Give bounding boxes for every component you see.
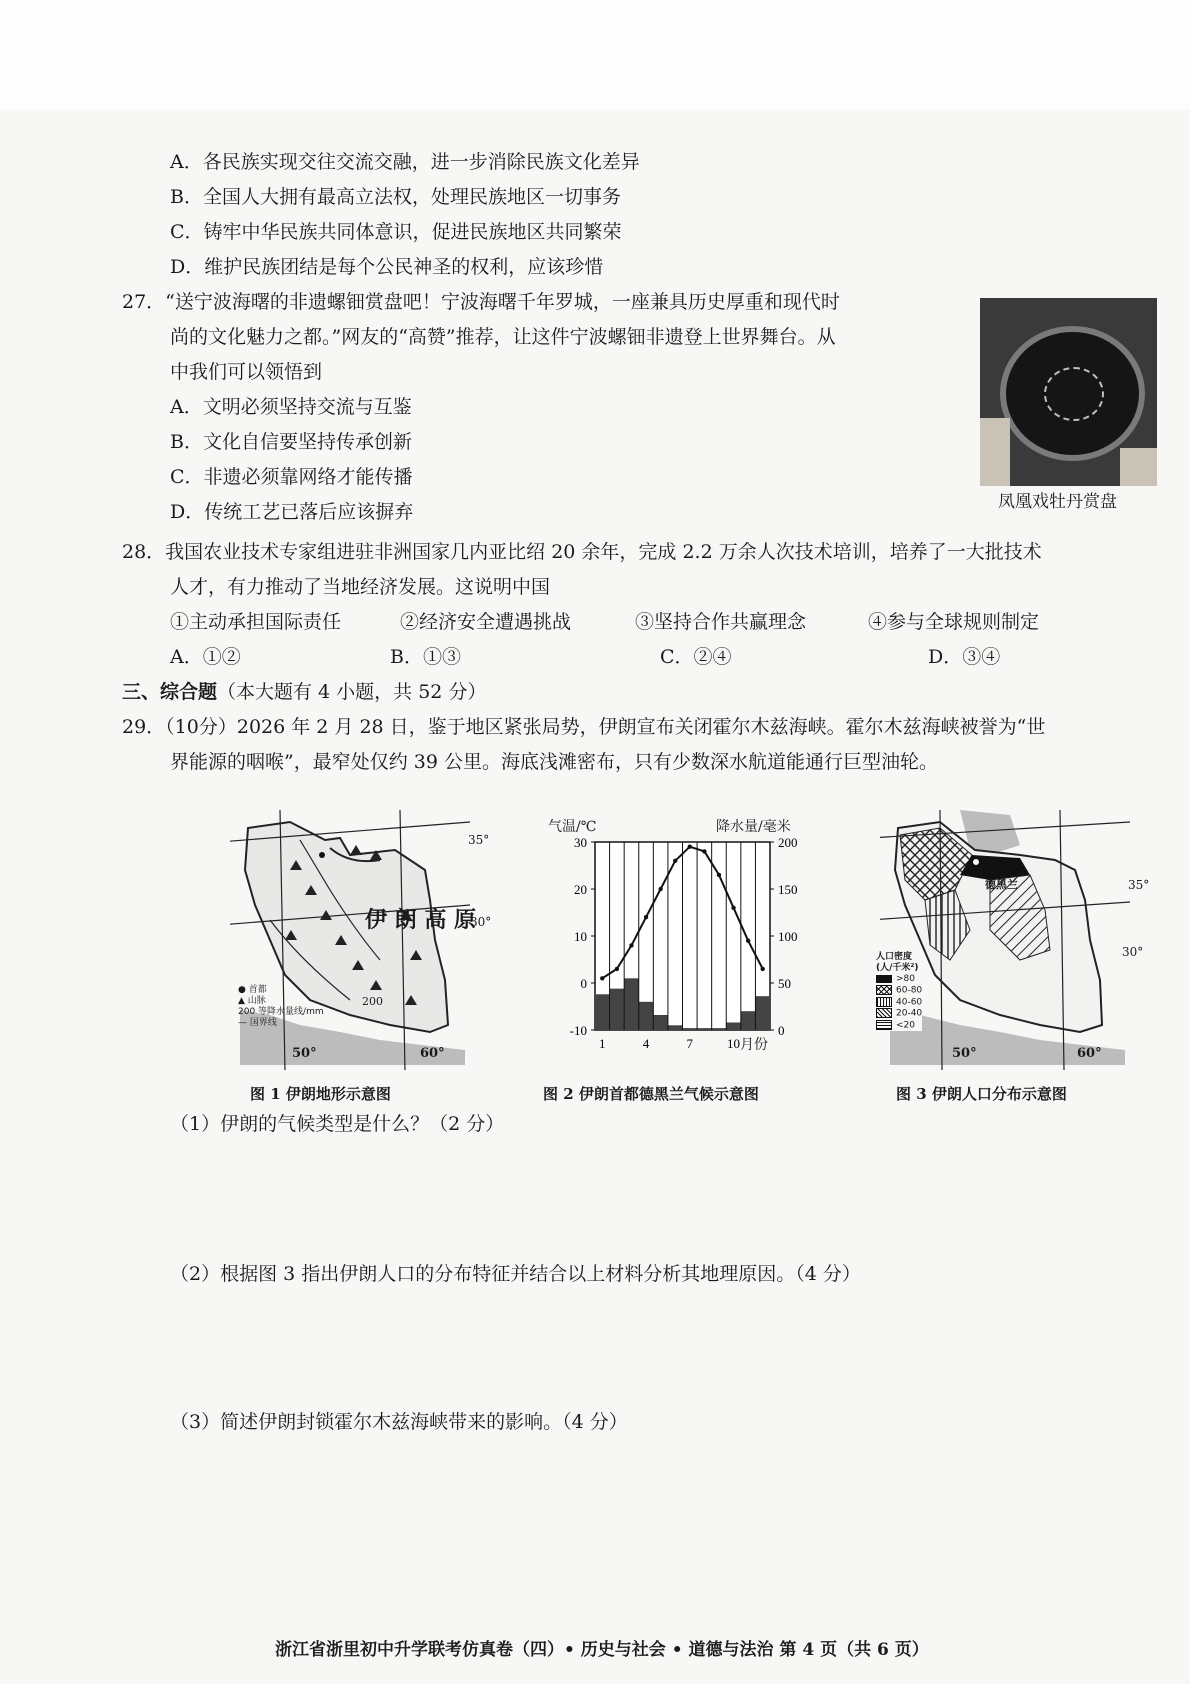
page-footer: 浙江省浙里初中升学联考仿真卷（四）• 历史与社会 • 道德与法治 第 4 页（共 6 页）: [275, 1640, 929, 1660]
legend-label-2: 60-80: [896, 985, 923, 996]
q29-stem-line1: 29．（10分）2026 年 2 月 28 日，鉴于地区紧张局势，伊朗宣布关闭霍尔木兹海峡。霍尔木兹海峡被誉为“世: [122, 716, 1046, 738]
right-tick-label-0: 200: [778, 835, 798, 850]
hand-right: [1120, 448, 1157, 486]
precip-bar-7: [683, 1028, 698, 1030]
right-tick-label-4: 0: [778, 1023, 785, 1038]
left-tick-label-3: 0: [580, 976, 587, 991]
legend-row-5: [876, 1020, 922, 1032]
figure-1-caption: 图 1 伊朗地形示意图: [250, 1085, 391, 1103]
legend-swatch-horizontal: [876, 1020, 892, 1030]
precip-bar-12: [755, 996, 770, 1030]
legend-row-4: [876, 1008, 922, 1020]
q28-stem-line1: 28．我国农业技术专家组进驻非洲国家几内亚比绍 20 余年，完成 2.2 万余人次技术培训，培养了一大批技术: [122, 541, 1042, 563]
x-tick-label-1: 1: [599, 1036, 606, 1051]
chart-right-axis-title: 降水量/毫米: [716, 819, 791, 835]
fig3-lat35: 35°: [1128, 878, 1150, 892]
legend-label-5: <20: [896, 1020, 915, 1030]
plateau-label: 伊 朗 高 原: [365, 907, 476, 933]
precip-bar-5: [653, 1015, 668, 1030]
figure-3-caption: 图 3 伊朗人口分布示意图: [896, 1085, 1067, 1103]
figure-2-caption: 图 2 伊朗首都德黑兰气候示意图: [543, 1085, 759, 1103]
left-tick-label-2: 10: [574, 929, 587, 944]
legend-swatch-vertical: [876, 997, 892, 1007]
legend-title: 人口密度: [876, 952, 913, 962]
page-top-margin: [0, 0, 1190, 110]
q27-option-d: D．传统工艺已落后应该摒弃: [170, 501, 414, 523]
legend-row-1: [876, 974, 922, 985]
hand-left: [980, 418, 1010, 486]
q29-sub2: （2）根据图 3 指出伊朗人口的分布特征并结合以上材料分析其地理原因。（4 分）: [170, 1263, 861, 1285]
x-tick-label-10: 10: [727, 1036, 741, 1051]
precip-bar-9: [712, 1028, 727, 1030]
precip-bar-8: [697, 1028, 712, 1030]
section-note: （本大题有 4 小题，共 52 分）: [217, 681, 487, 703]
q26-option-a: A．各民族实现交往交流交融，进一步消除民族文化差异: [170, 151, 640, 173]
q28-statement-3: ③坚持合作共赢理念: [635, 611, 807, 633]
legend-capital: ● 首都: [238, 985, 267, 995]
temperature-point-5: [658, 887, 662, 891]
legend-isohyet: 200 等降水量线/mm: [238, 1007, 324, 1017]
q28-option-d: D．③④: [928, 646, 1001, 668]
fig1-lon60: 60°: [420, 1046, 445, 1061]
q29-sub3: （3）简述伊朗封锁霍尔木兹海峡带来的影响。（4 分）: [170, 1411, 628, 1433]
q28-statement-4: ④参与全球规则制定: [868, 611, 1040, 633]
legend-label-3: 40-60: [896, 997, 923, 1007]
legend-mountain: ▲ 山脉: [238, 996, 266, 1006]
legend-row-3: [876, 997, 922, 1009]
fig1-lat30: 30°: [470, 915, 492, 929]
temperature-point-10: [731, 906, 735, 910]
fig3-city-label: 德黑兰: [985, 878, 1018, 891]
temperature-point-7: [688, 845, 692, 849]
temperature-point-1: [600, 976, 604, 980]
x-tick-label-7: 7: [686, 1036, 694, 1051]
precip-bar-3: [624, 978, 639, 1030]
q28-stem-line2: 人才，有力推动了当地经济发展。这说明中国: [170, 576, 551, 598]
fig3-lon60: 60°: [1077, 1046, 1102, 1061]
iran-population-map: [880, 810, 1130, 1070]
q27-option-a: A．文明必须坚持交流与互鉴: [170, 396, 412, 418]
q27-stem-line2: 尚的文化魅力之都。”网友的“高赞”推荐，让这件宁波螺钿非遗登上世界舞台。从: [170, 326, 836, 348]
plate-image: [1000, 326, 1145, 461]
legend-unit: (人/千米²): [876, 963, 919, 973]
left-tick-label-0: 30: [574, 835, 587, 850]
q27-option-c: C．非遗必须靠网络才能传播: [170, 466, 413, 488]
q27-stem-line1: 27．“送宁波海曙的非遗螺钿赏盘吧！宁波海曙千年罗城，一座兼具历史厚重和现代时: [122, 291, 840, 313]
q26-option-d: D．维护民族团结是每个公民神圣的权利，应该珍惜: [170, 256, 604, 278]
section-heading: [122, 680, 486, 704]
q28-option-c: C．②④: [660, 646, 732, 668]
q29-sub1: （1）伊朗的气候类型是什么？（2 分）: [170, 1113, 505, 1135]
q27-option-b: B．文化自信要坚持传承创新: [170, 431, 412, 453]
legend-label-4: 20-40: [896, 1008, 923, 1019]
q28-option-b: B．①③: [390, 646, 461, 668]
right-tick-label-3: 50: [778, 976, 791, 991]
iran-terrain-map: [230, 810, 470, 1070]
capital-marker: [319, 852, 325, 858]
temperature-point-12: [761, 967, 765, 971]
right-tick-label-2: 100: [778, 929, 798, 944]
x-tick-label-4: 4: [642, 1036, 650, 1051]
fig1-lon50: 50°: [292, 1046, 317, 1061]
legend-label-1: >80: [896, 974, 915, 984]
left-tick-label-1: 20: [574, 882, 587, 897]
q28-statement-2: ②经济安全遭遇挑战: [400, 611, 572, 633]
fig3-lat30: 30°: [1122, 945, 1144, 959]
temperature-point-11: [746, 939, 750, 943]
fig3-legend: [876, 952, 922, 1031]
right-tick-label-1: 150: [778, 882, 798, 897]
precip-bar-11: [741, 1011, 756, 1030]
temperature-point-6: [673, 859, 677, 863]
precip-bar-4: [639, 1002, 654, 1030]
q26-option-c: C．铸牢中华民族共同体意识，促进民族地区共同繁荣: [170, 221, 622, 243]
q28-option-a: A．①②: [170, 646, 241, 668]
q29-stem-line2: 界能源的咽喉”，最窄处仅约 39 公里。海底浅滩密布，只有少数深水航道能通行巨型油轮。: [170, 751, 938, 773]
temperature-point-3: [629, 943, 633, 947]
precip-bar-1: [595, 994, 610, 1030]
temperature-point-9: [717, 873, 721, 877]
legend-border: — 国界线: [238, 1018, 277, 1028]
lacquer-plate-photo: [980, 298, 1157, 486]
precip-bar-2: [610, 989, 625, 1030]
fig3-lon50: 50°: [952, 1046, 977, 1061]
tehran-marker: [972, 858, 980, 866]
q28-statement-1: ①主动承担国际责任: [170, 611, 342, 633]
left-tick-label-4: -10: [569, 1023, 587, 1038]
temperature-point-8: [702, 849, 706, 853]
chart-left-axis-title: 气温/℃: [548, 819, 597, 835]
climate-chart-svg: [560, 830, 820, 1060]
photo-caption: 凤凰戏牡丹赏盘: [998, 492, 1117, 512]
precip-bar-6: [668, 1025, 683, 1030]
legend-row-2: [876, 985, 922, 997]
chart-x-unit: 月份: [740, 1037, 768, 1053]
legend-swatch-solid: [876, 975, 892, 983]
q26-option-b: B．全国人大拥有最高立法权，处理民族地区一切事务: [170, 186, 621, 208]
legend-swatch-hatch: [876, 1008, 892, 1018]
legend-swatch-cross: [876, 985, 892, 995]
q27-stem-line3: 中我们可以领悟到: [170, 361, 323, 383]
temperature-point-2: [615, 967, 619, 971]
section-title: 三、综合题: [122, 681, 218, 703]
precip-bar-10: [726, 1022, 741, 1030]
temperature-point-4: [644, 915, 648, 919]
fig1-legend: [238, 985, 324, 1029]
fig1-contour-label: 200: [362, 995, 383, 1008]
fig1-lat35: 35°: [468, 833, 490, 847]
